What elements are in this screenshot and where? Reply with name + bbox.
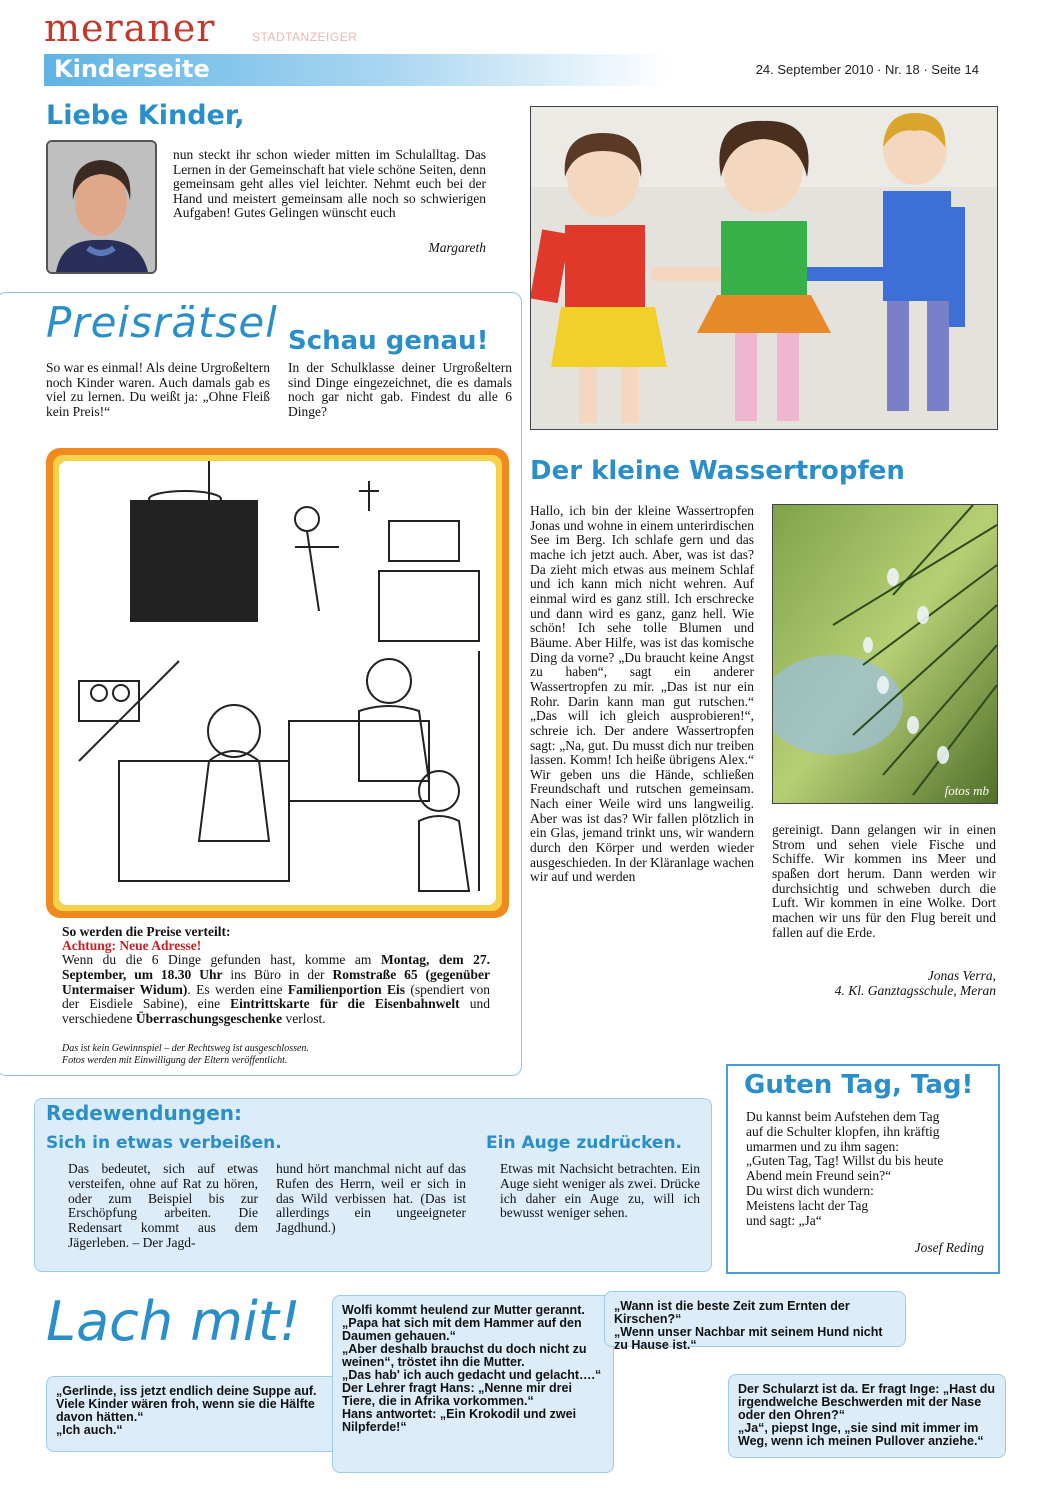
children-drawing-photo	[530, 106, 998, 430]
joke-3	[604, 1291, 906, 1352]
joke-4-line: „Ja“, piepst Inge, „sie sind mit immer im Weg, wenn ich meinen Pullover anziehe.“	[738, 1421, 984, 1448]
joke-2-line: „Das hab' ich auch gedacht und gelacht….“	[342, 1368, 602, 1382]
quiz-footnote-1: Das ist kein Gewinnspiel – der Rechtsweg ist ausgeschlossen.	[62, 1043, 309, 1054]
author-portrait	[46, 140, 157, 274]
joke-1	[46, 1376, 338, 1452]
idiom-1-text-b: hund hört manchmal nicht auf das Rufen des Herrn, weil er sich in das Wild verbissen hat. (Das ist allerdings ein ungeeigneter Jagdhund.)	[276, 1161, 466, 1236]
portrait-image	[48, 142, 155, 272]
poem-line: umarmen und zu ihm sagen:	[746, 1138, 899, 1154]
joke-2-line: „Papa hat sich mit dem Hammer auf den Daumen gehauen.“	[342, 1316, 582, 1343]
poem-line: Abend mein Freund sein?“	[746, 1168, 892, 1184]
joke-4-line: Der Schularzt ist da. Er fragt Inge: „Hast du irgendwelche Beschwerden mit der Nase oder den Ohren?“	[738, 1382, 995, 1422]
poem-line: und sagt: „Ja“	[746, 1212, 822, 1228]
poem-line: Du wirst dich wundern:	[746, 1182, 874, 1198]
quiz-script-title: Preisrätsel	[46, 298, 278, 347]
poem-box	[726, 1064, 1000, 1274]
poem-line: „Guten Tag, Tag! Willst du bis heute	[746, 1153, 944, 1169]
intro-heading: Liebe Kinder,	[46, 100, 245, 131]
joke-1-line: „Gerlinde, iss jetzt endlich deine Suppe auf. Viele Kinder wären froh, wenn sie die Hälfte davon hätten.“	[56, 1384, 317, 1424]
dateline: 24. September 2010 · Nr. 18 · Seite 14	[755, 62, 979, 77]
story-school: 4. Kl. Ganztagsschule, Meran	[834, 983, 996, 998]
poem-line: Meistens lacht der Tag	[746, 1197, 869, 1213]
story-column-1: Hallo, ich bin der kleine Wassertropfen Jonas und wohne in einem unterirdischen See im Berg. Ich schlafe gern und das mache ich jetzt auch. Aber, was ist das? Da zieht mich etwas aus meinem Schlaf und ich kann mich nicht wehren. Auf einmal wird es ganz still. Ich erschrecke und dann wird es ganz, ganz hell. Wie schön! Ich sehe tolle Blumen und Bäume. Aber Hilfe, was ist das komische Ding da vorne? „Du braucht keine Angst zu haben“, sagt ein anderer Wassertropfen zu mir. „Das ist nur ein Rohr. Darin kann man gut rutschen.“ „Das will ich gleich ausprobieren!“, schreie ich. Der andere Wassertropfen sagt: „Na, gut. Du musst dich nur treiben lassen. Komm! Ich heiße übrigens Alex.“ Wir geben uns die Hände, schließen Freundschaft und rutschen gemeinsam. Nach einer Weile wird uns langweilig. Aber was ist das? Wir fallen plötzlich in ein Glas, jemand trinkt uns, wir wandern durch den Körper und werden wieder ausgeschieden. In der Kläranlage wachen wir auf und werden	[530, 503, 754, 885]
water-drops-image	[773, 505, 997, 803]
quiz-illustration-frame	[46, 448, 509, 918]
idioms-title: Redewendungen:	[46, 1101, 243, 1125]
joke-3-line: „Wann ist die beste Zeit zum Ernten der Kirschen?“	[614, 1299, 850, 1326]
joke-2-line: „Aber deshalb brauchst du doch nicht zu weinen“, tröstet ihn die Mutter.	[342, 1342, 587, 1369]
idiom-1-text-a: Das bedeutet, sich auf etwas versteifen, ohne auf Rat zu hören, oder zum Beispiel bis zur Erschöpfung arbeiten. Die Redensart kommt aus dem Jägerleben. – Der Jagd-	[68, 1161, 258, 1250]
joke-4	[728, 1374, 1006, 1458]
jokes-title: Lach mit!	[46, 1290, 301, 1353]
joke-3-line: „Wenn unser Nachbar mit seinem Hund nicht zu Hause ist.“	[614, 1325, 883, 1352]
newspaper-logo: meraner	[44, 6, 216, 50]
poem-text	[746, 1110, 943, 1228]
joke-2-line: Wolfi kommt heulend zur Mutter gerannt.	[342, 1303, 585, 1317]
section-title: Kinderseite	[54, 55, 210, 83]
intro-signature: Margareth	[428, 240, 486, 255]
newspaper-logo-subtitle: STADTANZEIGER	[252, 30, 358, 44]
idiom-2-text: Etwas mit Nachsicht betrachten. Ein Auge sieht weniger als zwei. Drücke ich daher ein Auge zu, will ich bewusst weniger sehen.	[500, 1161, 700, 1221]
idiom-1-title: Sich in etwas verbeißen.	[46, 1133, 282, 1153]
children-drawing-image	[531, 107, 997, 429]
story-author: Jonas Verra,	[927, 968, 996, 983]
prize-text: Wenn du die 6 Dinge gefunden hast, komme am Montag, dem 27. September, um 18.30 Uhr ins Büro in der Romstraße 65 (gegenüber Untermaiser Widum). Es werden eine Familienportion Eis (spendiert von der Eisdiele Sabine), eine Eintrittskarte für die Eisenbahnwelt und verschiedene Überraschungsgeschenke verlost.	[62, 952, 491, 1027]
quiz-right-text: In der Schulklasse deiner Urgroßeltern sind Dinge eingezeichnet, die es damals noch gar nicht gab. Findest du alle 6 Dinge?	[288, 360, 512, 419]
joke-2-line: Hans antwortet: „Ein Krokodil und zwei Nilpferde!“	[342, 1407, 577, 1434]
prize-heading: So werden die Preise verteilt:	[62, 924, 231, 939]
joke-1-line: „Ich auch.“	[56, 1423, 123, 1437]
intro-text: nun steckt ihr schon wieder mitten im Schulalltag. Das Lernen in der Gemeinschaft hat viele schöne Seiten, denn gemeinsam geht alles viel leichter. Nehmt euch bei der Hand und meistert gemeinsam alle noch so schwierigen Aufgaben! Gutes Gelingen wünscht euch	[173, 147, 486, 220]
poem-author: Josef Reding	[914, 1240, 984, 1255]
water-drops-photo	[772, 504, 998, 804]
photo-credit: fotos mb	[944, 783, 989, 798]
poem-title: Guten Tag, Tag!	[744, 1070, 974, 1100]
joke-2-line: Der Lehrer fragt Hans: „Nenne mir drei Tiere, die in Afrika vorkommen.“	[342, 1381, 572, 1408]
classroom-illustration	[59, 461, 496, 905]
poem-line: Du kannst beim Aufstehen dem Tag	[746, 1109, 940, 1124]
story-column-2: gereinigt. Dann gelangen wir in einen Strom und sehen viele Fische und Schiffe. Wir kommen ins Meer und spaßen dort herum. Dann werden wir durchsichtig und schweben durch die Luft. Wir kommen in eine Wolke. Dort machen wir uns für den Flug bereit und fallen auf die Erde.	[772, 822, 996, 940]
joke-2	[332, 1295, 614, 1473]
quiz-footnote-2: Fotos werden mit Einwilligung der Eltern veröffentlicht.	[62, 1055, 288, 1066]
section-bar	[44, 54, 670, 86]
quiz-left-text: So war es einmal! Als deine Urgroßeltern noch Kinder waren. Auch damals gab es viel zu lernen. Du weißt ja: „Ohne Fleiß kein Preis!“	[46, 360, 270, 419]
quiz-title: Schau genau!	[288, 326, 489, 356]
story-heading: Der kleine Wassertropfen	[530, 456, 905, 486]
idiom-2-title: Ein Auge zudrücken.	[486, 1133, 683, 1153]
prize-alert: Achtung: Neue Adresse!	[62, 938, 202, 953]
poem-line: auf die Schulter klopfen, ihn kräftig	[746, 1123, 940, 1139]
